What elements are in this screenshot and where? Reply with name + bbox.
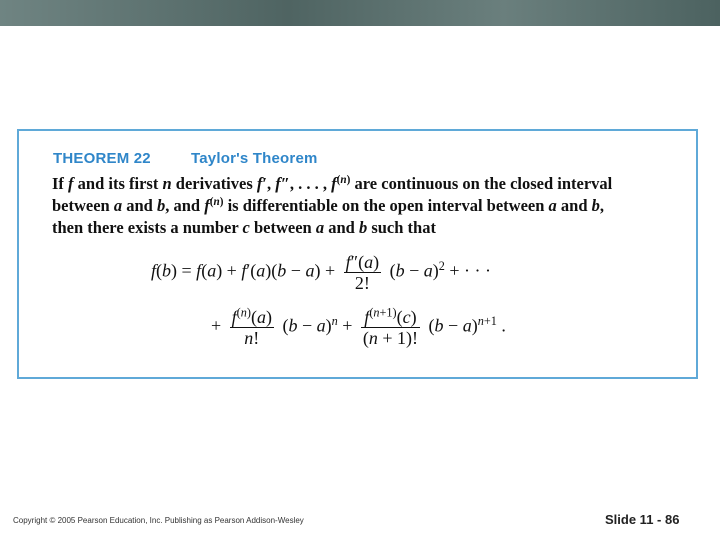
- theorem-name: Taylor's Theorem: [191, 150, 318, 167]
- statement-line-1: If f and its first n derivatives f′, f″, . . . , $f^{(n)}$ are continuous on the closed interval: [52, 173, 613, 193]
- equation-line-1: f(b) = f(a) + f′(a)(b − a) + $\frac{f''(a)}{2!}$ $(b - a)^2$ + · · ·: [151, 252, 492, 293]
- statement-line-3: then there exists a number c between a and b such that: [52, 218, 436, 237]
- statement-line-2: between a and b, and $f^{(n)}$ is differentiable on the open interval between a and b,: [52, 195, 605, 215]
- theorem-box: [17, 129, 698, 379]
- theorem-statement: [52, 173, 692, 239]
- slide-number: Slide 11 - 86: [605, 512, 680, 527]
- fraction-remainder: $\frac{f^{(n+1)}(c)}{(n + 1)!}$: [362, 305, 419, 348]
- fraction-nth-derivative: $\frac{f^{(n)}(a)}{n!}$: [231, 305, 272, 348]
- theorem-label: THEOREM 22: [53, 150, 151, 167]
- copyright-notice: Copyright © 2005 Pearson Education, Inc. Publishing as Pearson Addison-Wesley: [13, 516, 304, 525]
- fraction-second-derivative: $\frac{f''(a)}{2!}$: [345, 252, 380, 293]
- top-decorative-band: [0, 0, 720, 26]
- equation-line-2: + $\frac{f^{(n)}(a)}{n!}$ $(b - a)^n$ + $\frac{f^{(n+1)}(c)}{(n + 1)!}$ $(b - a)^{n+1}$ .: [211, 305, 506, 348]
- theorem-heading: [53, 150, 318, 167]
